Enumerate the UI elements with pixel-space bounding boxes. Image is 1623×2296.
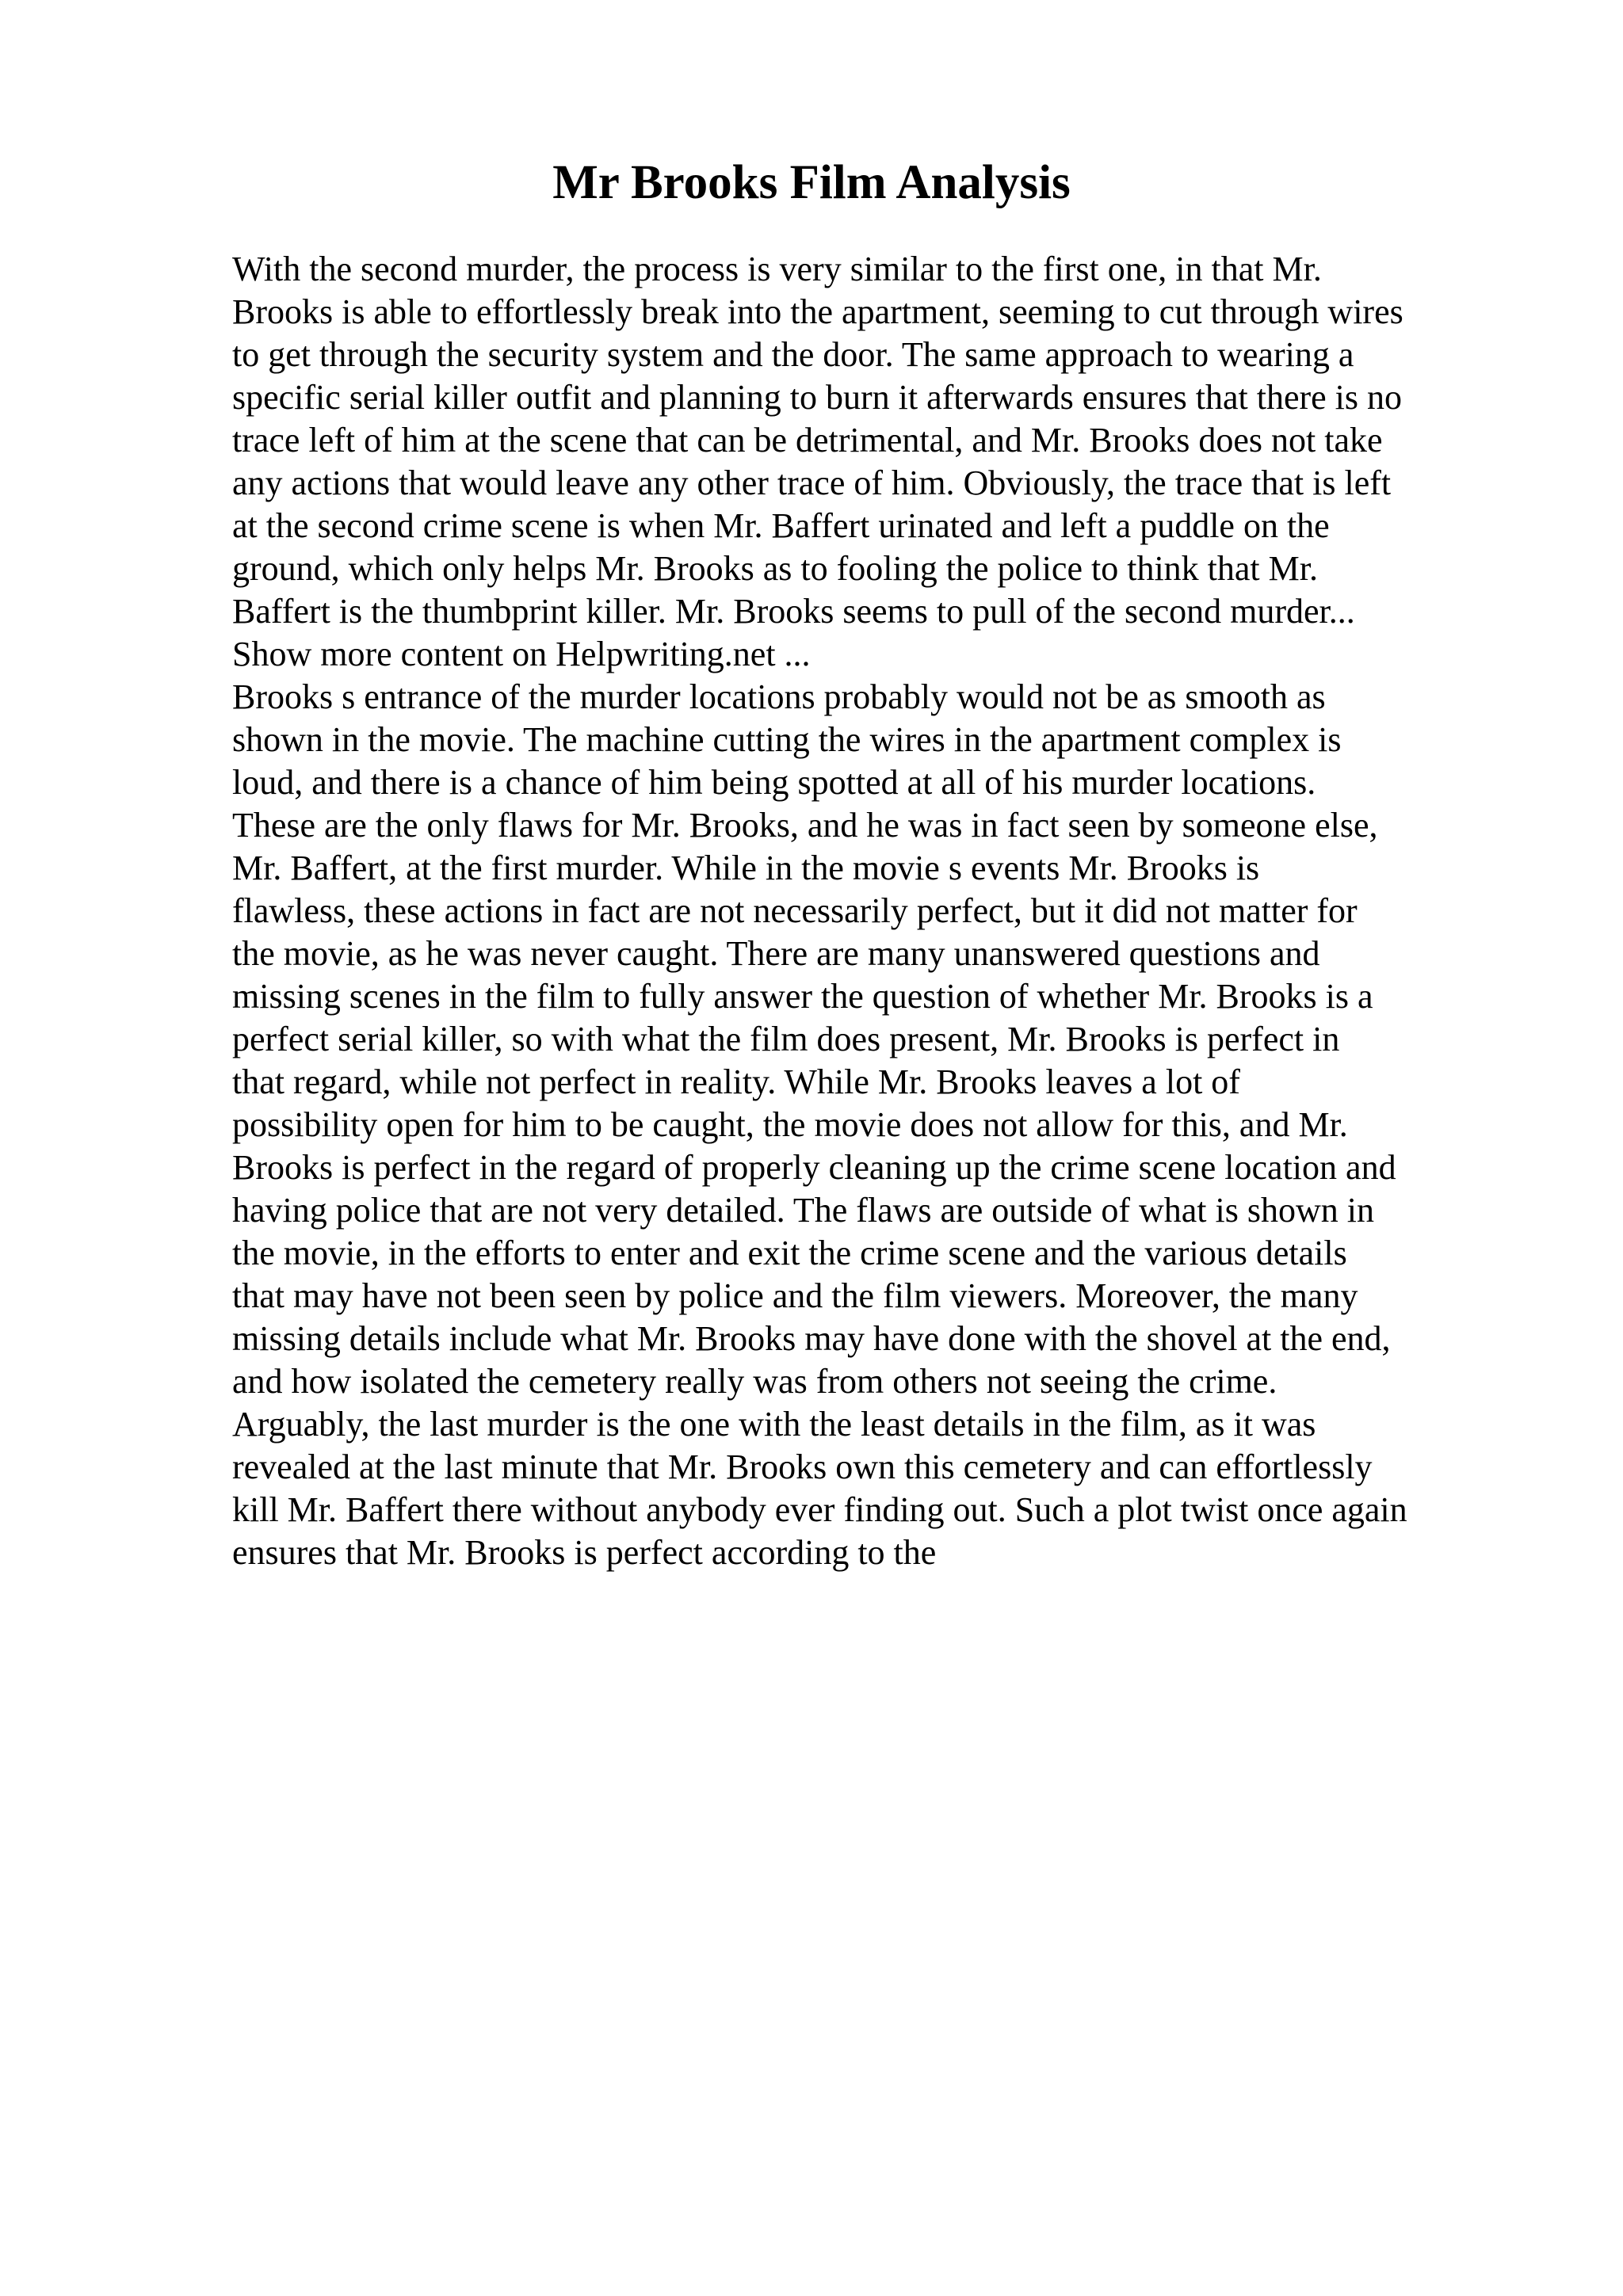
body-line: the movie, as he was never caught. There are many unanswered questions and [232,934,1320,973]
body-line: having police that are not very detailed. The flaws are outside of what is shown in [232,1191,1374,1230]
body-line: ensures that Mr. Brooks is perfect according to the [232,1533,937,1572]
body-line: ground, which only helps Mr. Brooks as to fooling the police to think that Mr. [232,549,1318,588]
body-line: Brooks is able to effortlessly break into the apartment, seeming to cut through wires [232,292,1403,331]
body-line: that may have not been seen by police and the film viewers. Moreover, the many [232,1276,1358,1315]
document-title: Mr Brooks Film Analysis [552,156,1071,209]
body-line: trace left of him at the scene that can be detrimental, and Mr. Brooks does not take [232,421,1383,460]
body-line: at the second crime scene is when Mr. Baffert urinated and left a puddle on the [232,506,1330,545]
body-line: Baffert is the thumbprint killer. Mr. Brooks seems to pull of the second murder... [232,592,1355,631]
body-line: Brooks is perfect in the regard of properly cleaning up the crime scene location and [232,1148,1396,1187]
body-line: specific serial killer outfit and planning to burn it afterwards ensures that there is no [232,378,1402,417]
body-line: Arguably, the last murder is the one with the least details in the film, as it was [232,1405,1316,1444]
body-line: kill Mr. Baffert there without anybody ever finding out. Such a plot twist once again [232,1490,1407,1529]
body-line: possibility open for him to be caught, the movie does not allow for this, and Mr. [232,1105,1348,1144]
body-line: to get through the security system and the door. The same approach to wearing a [232,335,1354,374]
document-body [232,248,1500,1574]
body-line: missing details include what Mr. Brooks may have done with the shovel at the end, [232,1319,1391,1358]
body-line: and how isolated the cemetery really was from others not seeing the crime. [232,1362,1277,1401]
body-line: Mr. Baffert, at the first murder. While in the movie s events Mr. Brooks is [232,849,1260,887]
body-line: shown in the movie. The machine cutting the wires in the apartment complex is [232,720,1342,759]
body-line: perfect serial killer, so with what the film does present, Mr. Brooks is perfect in [232,1020,1340,1058]
body-line: any actions that would leave any other trace of him. Obviously, the trace that is left [232,463,1392,502]
body-line: revealed at the last minute that Mr. Brooks own this cemetery and can effortlessly [232,1447,1373,1486]
show-more-link[interactable]: Show more content on Helpwriting.net ... [232,635,811,673]
body-line: loud, and there is a chance of him being spotted at all of his murder locations. [232,763,1316,802]
body-line: missing scenes in the film to fully answer the question of whether Mr. Brooks is a [232,977,1373,1016]
body-line: flawless, these actions in fact are not necessarily perfect, but it did not matter for [232,891,1358,930]
body-line: Brooks s entrance of the murder locations probably would not be as smooth as [232,677,1326,716]
body-line: the movie, in the efforts to enter and exit the crime scene and the various details [232,1234,1347,1272]
body-line: that regard, while not perfect in reality. While Mr. Brooks leaves a lot of [232,1062,1240,1101]
body-line: With the second murder, the process is very similar to the first one, in that Mr. [232,250,1322,288]
body-line: These are the only flaws for Mr. Brooks, and he was in fact seen by someone else, [232,806,1378,845]
